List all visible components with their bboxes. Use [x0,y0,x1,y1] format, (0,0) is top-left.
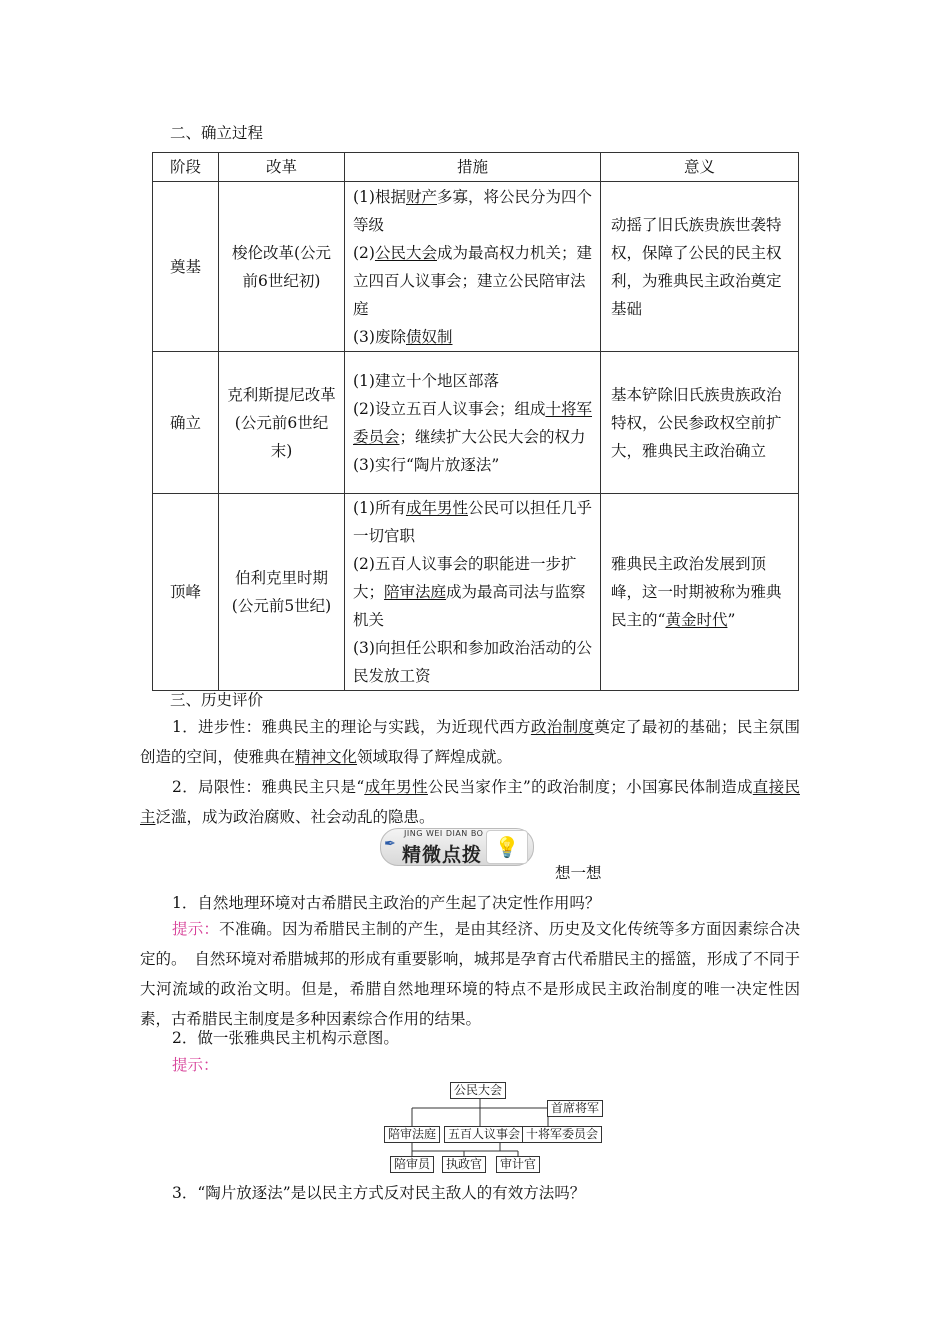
box-council-500: 五百人议事会 [444,1126,524,1143]
jingwei-dianbo-banner [380,826,532,866]
reform-cell: 伯利克里时期(公元前5世纪) [219,494,345,691]
evaluation-progress: 1．进步性：雅典民主的理论与实践，为近现代西方政治制度奠定了最初的基础；民主氛围创造的空间，使雅典在精神文化领域取得了辉煌成就。 [140,718,800,766]
header-reform: 改革 [219,153,345,182]
section-title-establishment: 二、确立过程 [170,124,264,142]
measure-item: (1)根据财产多寡，将公民分为四个等级 [353,187,592,234]
measure-item: (2)五百人议事会的职能进一步扩大；陪审法庭成为最高司法与监察机关 [353,555,586,629]
box-chief-general: 首席将军 [547,1100,603,1117]
measure-item: (3)实行“陶片放逐法” [353,455,500,474]
athens-institutions-diagram [382,1082,602,1176]
lightbulb-icon: 💡 [486,830,528,864]
measure-item: (2)设立五百人议事会；组成十将军委员会；继续扩大公民大会的权力 [353,399,592,446]
think-label: 想一想 [555,864,602,882]
table-row [153,494,799,691]
feather-icon: ✒ [384,836,396,852]
measure-item: (3)向担任公职和参加政治活动的公民发放工资 [353,639,592,685]
stage-cell: 奠基 [153,182,219,352]
measure-item: (3)废除债奴制 [353,327,453,346]
header-stage: 阶段 [153,153,219,182]
measures-cell [345,182,601,352]
measures-cell [345,494,601,691]
box-juror: 陪审员 [390,1156,434,1173]
box-auditor: 审计官 [496,1156,540,1173]
reform-table [152,152,799,691]
stage-cell: 顶峰 [153,494,219,691]
answer-2-label [140,1050,800,1080]
evaluation-limitation: 2．局限性：雅典民主只是“成年男性公民当家作主”的政治制度；小国寡民体制造成直接民主泛滥，成为政治腐败、社会动乱的隐患。 [140,778,800,826]
reform-cell: 克利斯提尼改革(公元前6世纪末) [219,352,345,494]
hint-label: 提示： [172,920,220,938]
question-3: 3．“陶片放逐法”是以民主方式反对民主敌人的有效方法吗？ [172,1184,586,1202]
box-archon: 执政官 [442,1156,486,1173]
meaning-cell: 基本铲除旧氏族贵族政治特权，公民参政权空前扩大，雅典民主政治确立 [601,352,799,494]
measure-item: (1)建立十个地区部落 [353,371,499,390]
stage-cell: 确立 [153,352,219,494]
box-ten-generals: 十将军委员会 [522,1126,602,1143]
section-title-evaluation: 三、历史评价 [170,691,264,709]
question-1: 1．自然地理环境对古希腊民主政治的产生起了决定性作用吗？ [172,894,601,912]
box-assembly: 公民大会 [450,1082,506,1099]
banner-pinyin: JING WEI DIAN BO [404,829,484,838]
header-measures: 措施 [345,153,601,182]
reform-cell: 梭伦改革(公元前6世纪初) [219,182,345,352]
box-jury-court: 陪审法庭 [384,1126,440,1143]
hint-label: 提示： [172,1056,219,1074]
table-header-row [153,153,799,182]
answer-1: 提示：不准确。因为希腊民主制的产生，是由其经济、历史及文化传统等多方面因素综合决定的。 自然环境对希腊城邦的形成有重要影响，城邦是孕育古代希腊民主的摇篮，形成了不同于大河流域的政治文明。但是，希腊自然地理环境的特点不是形成民主政治制度的唯一决定性因素，古希腊民主制度是多种因素综合作用的结果。 [140,920,800,1028]
table-row [153,182,799,352]
measures-cell [345,352,601,494]
header-meaning: 意义 [601,153,799,182]
meaning-cell: 雅典民主政治发展到顶峰，这一时期被称为雅典民主的“黄金时代” [601,494,799,691]
meaning-cell: 动摇了旧氏族贵族世袭特权，保障了公民的民主权利，为雅典民主政治奠定基础 [601,182,799,352]
banner-title: 精微点拨 [402,844,483,866]
measure-item: (1)所有成年男性公民可以担任几乎一切官职 [353,499,592,545]
question-2: 2．做一张雅典民主机构示意图。 [172,1029,399,1047]
table-row [153,352,799,494]
measure-item: (2)公民大会成为最高权力机关；建立四百人议事会；建立公民陪审法庭 [353,243,592,318]
